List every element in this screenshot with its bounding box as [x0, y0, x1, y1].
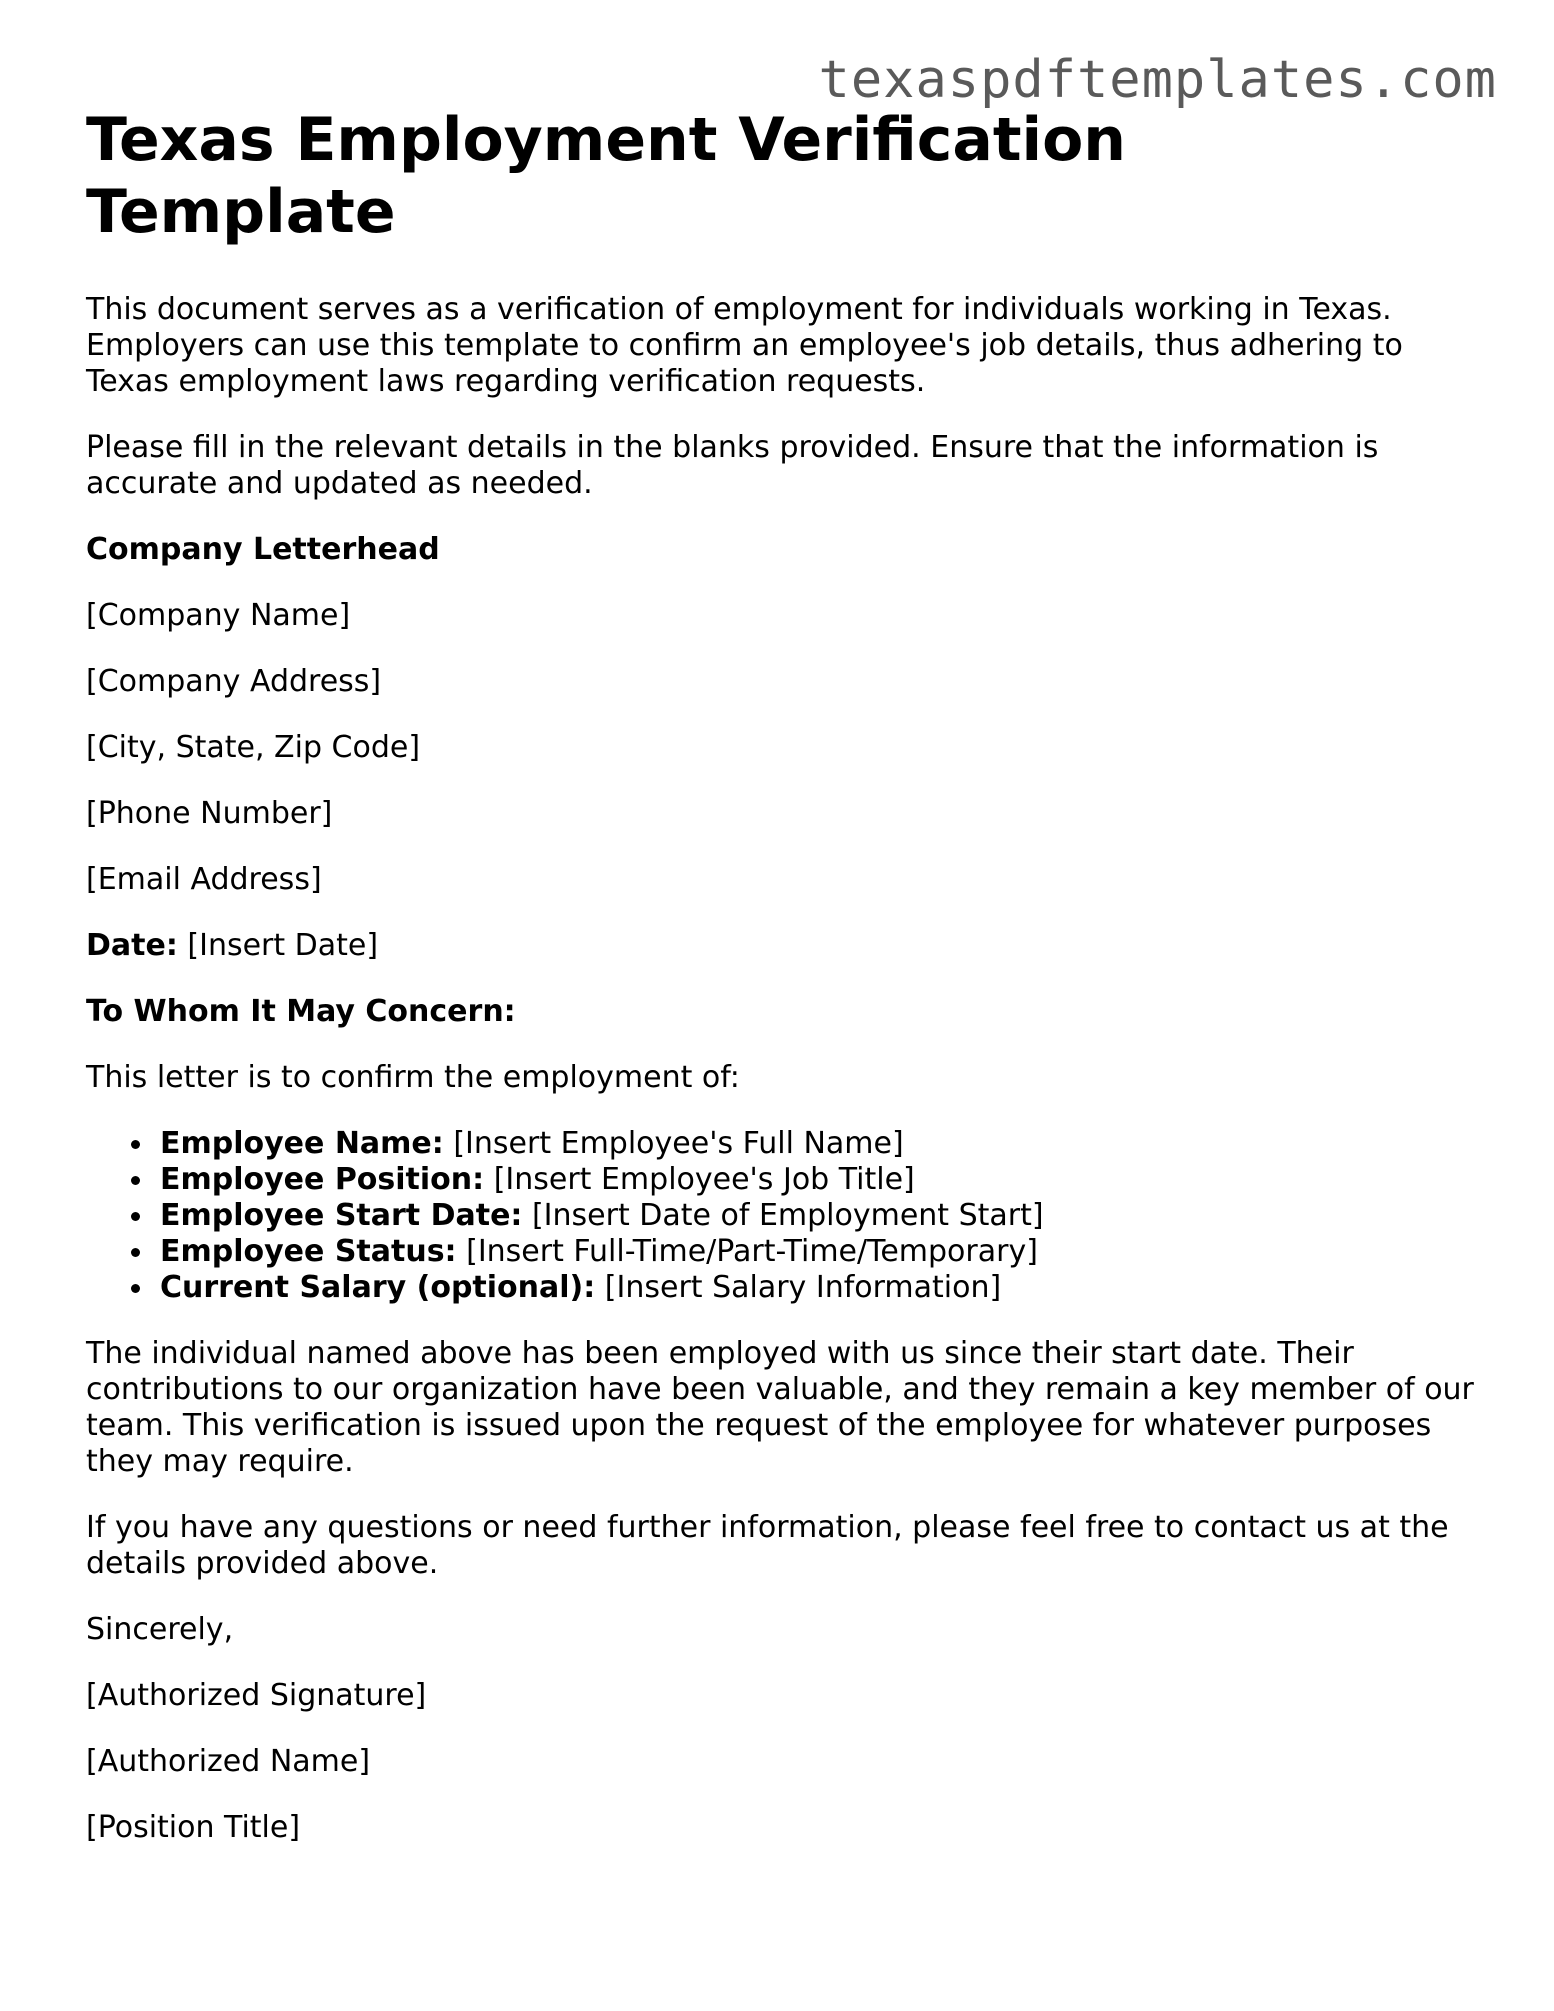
item-label: Current Salary (optional):	[160, 1270, 596, 1305]
body-paragraph: The individual named above has been employed with us since their start date. Their contributions to our organization have been valuable, and they remain a key member of our team. This verification is issued upon the request of the employee for whatever purposes they may require.	[86, 1336, 1474, 1479]
closing: Sincerely,	[86, 1612, 234, 1647]
item-value: [Insert Full-Time/Part-Time/Temporary]	[466, 1234, 1038, 1269]
email-address-field: [Email Address]	[86, 862, 322, 897]
item-value: [Insert Employee's Job Title]	[493, 1162, 915, 1197]
document-title: Texas Employment Verification Template	[86, 105, 1127, 247]
employee-details-list	[86, 1126, 1486, 1306]
date-label: Date:	[86, 928, 178, 963]
employee-position-item	[160, 1162, 1486, 1198]
item-label: Employee Name:	[160, 1126, 444, 1161]
authorized-name-field: [Authorized Name]	[86, 1744, 371, 1779]
city-state-zip-field: [City, State, Zip Code]	[86, 730, 421, 765]
date-value: [Insert Date]	[187, 928, 379, 963]
intro-paragraph: This document serves as a verification of employment for individuals working in Texas. Employers can use this template to confirm an employee's job details, thus adhering to Texas employment laws regarding verification requests.	[86, 292, 1403, 399]
company-address-field: [Company Address]	[86, 664, 382, 699]
phone-number-field: [Phone Number]	[86, 796, 333, 831]
document-body	[86, 104, 1486, 1846]
item-label: Employee Status:	[160, 1234, 457, 1269]
authorized-signature-field: [Authorized Signature]	[86, 1678, 427, 1713]
item-value: [Insert Employee's Full Name]	[453, 1126, 904, 1161]
contact-paragraph: If you have any questions or need further information, please feel free to contact us at the details provided above.	[86, 1510, 1449, 1581]
letter-text	[86, 292, 1486, 1846]
employee-name-item	[160, 1126, 1486, 1162]
date-line	[86, 928, 1486, 964]
item-label: Employee Start Date:	[160, 1198, 523, 1233]
confirm-line: This letter is to confirm the employment of:	[86, 1060, 740, 1095]
letterhead-heading: Company Letterhead	[86, 532, 440, 567]
employee-start-date-item	[160, 1198, 1486, 1234]
instructions-paragraph: Please fill in the relevant details in the blanks provided. Ensure that the information is accurate and updated as needed.	[86, 430, 1379, 501]
company-name-field: [Company Name]	[86, 598, 351, 633]
item-value: [Insert Salary Information]	[604, 1270, 1002, 1305]
item-value: [Insert Date of Employment Start]	[531, 1198, 1044, 1233]
watermark: texaspdftemplates.com	[818, 50, 1497, 110]
current-salary-item	[160, 1270, 1486, 1306]
item-label: Employee Position:	[160, 1162, 485, 1197]
salutation: To Whom It May Concern:	[86, 994, 516, 1029]
employee-status-item	[160, 1234, 1486, 1270]
position-title-field: [Position Title]	[86, 1810, 301, 1845]
